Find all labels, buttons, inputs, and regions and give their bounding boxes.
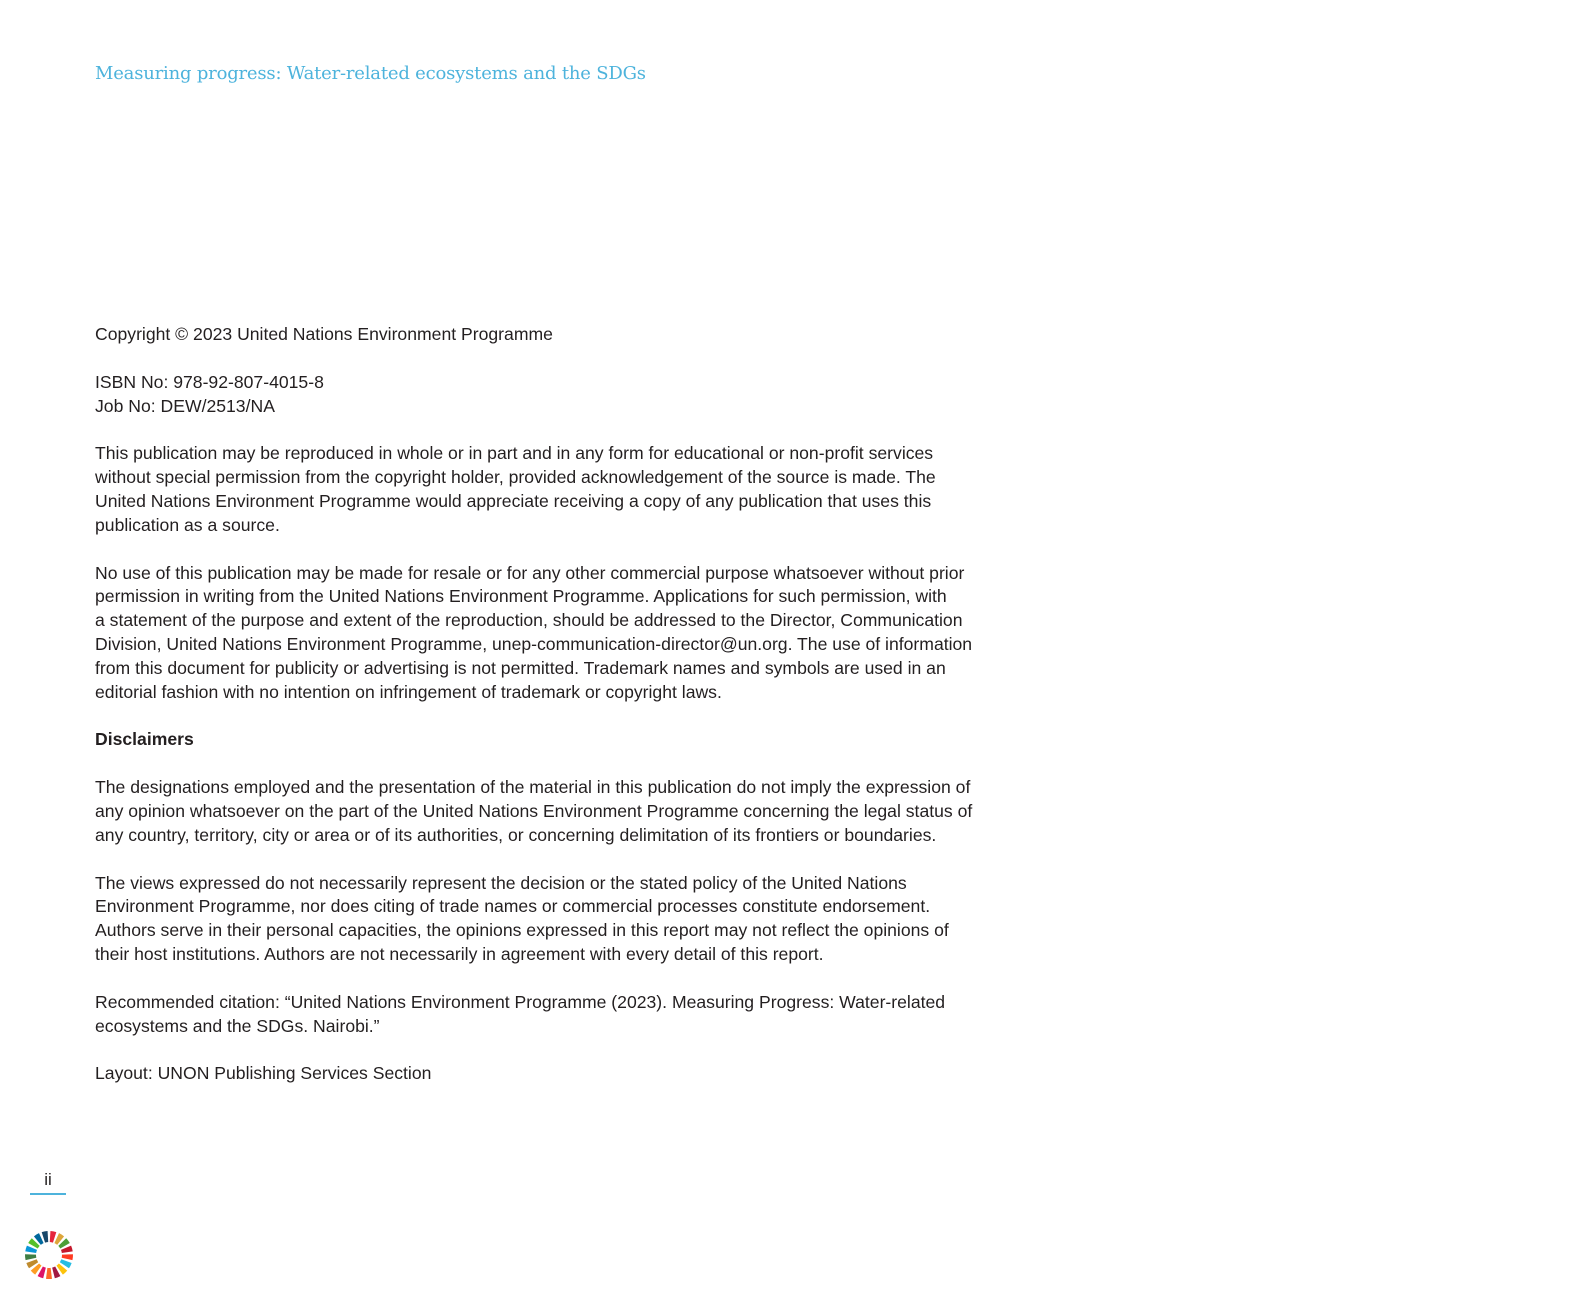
- paragraph-line: No use of this publication may be made for resale or for any other commercial purpose whatsoever without prior: [95, 562, 965, 583]
- sdg-wheel-segment: [25, 1254, 36, 1260]
- disclaimers-section: [95, 728, 995, 752]
- layout-credit: [95, 1062, 995, 1086]
- paragraph-line: their host institutions. Authors are not necessarily in agreement with every detail of this report.: [95, 943, 824, 964]
- paragraph-line: a statement of the purpose and extent of the reproduction, should be addressed to the Director, Communication: [95, 610, 963, 631]
- designations-paragraph: [95, 776, 995, 847]
- copyright-statement: [95, 323, 995, 347]
- disclaimers-heading: Disclaimers: [95, 729, 194, 750]
- commercial-use-paragraph: [95, 562, 995, 705]
- reproduction-paragraph: [95, 442, 995, 537]
- job-number: Job No: DEW/2513/NA: [95, 395, 275, 416]
- running-header-title: Measuring progress: Water-related ecosystems and the SDGs: [95, 63, 646, 84]
- paragraph-line: Recommended citation: “United Nations Environment Programme (2023). Measuring Progress: Water-related: [95, 991, 946, 1012]
- paragraph-line: without special permission from the copyright holder, provided acknowledgement of the source is made. The: [95, 467, 936, 488]
- paragraph-line: permission in writing from the United Nations Environment Programme. Applications for such permission, with: [95, 586, 947, 607]
- paragraph-line: Division, United Nations Environment Programme, unep-communication-director@un.org. The use of information: [95, 633, 973, 654]
- paragraph-line: editorial fashion with no intention on infringement of trademark or copyright laws.: [95, 681, 722, 702]
- sdg-wheel-segment: [62, 1254, 73, 1260]
- paragraph-line: ecosystems and the SDGs. Nairobi.”: [95, 1015, 380, 1036]
- publication-identifiers: [95, 371, 995, 419]
- layout-credit-line: Layout: UNON Publishing Services Section: [95, 1063, 432, 1084]
- copyright-line: Copyright © 2023 United Nations Environment Programme: [95, 324, 553, 344]
- views-paragraph: [95, 872, 995, 967]
- paragraph-line: Environment Programme, nor does citing of trade names or commercial processes constitute endorsement.: [95, 896, 931, 917]
- sdg-wheel-segment: [50, 1231, 57, 1243]
- page-number: ii: [30, 1170, 66, 1195]
- paragraph-line: This publication may be reproduced in whole or in part and in any form for educational or non-profit services: [95, 443, 934, 464]
- paragraph-line: any country, territory, city or area or of its authorities, or concerning delimitation of its frontiers or boundaries.: [95, 824, 937, 845]
- sdg-color-wheel-icon: [24, 1230, 74, 1280]
- paragraph-line: Authors serve in their personal capacities, the opinions expressed in this report may not reflect the opinions of: [95, 920, 949, 941]
- sdg-wheel-segment: [42, 1231, 49, 1243]
- paragraph-line: The designations employed and the presentation of the material in this publication do not imply the expression of: [95, 777, 971, 798]
- paragraph-line: from this document for publicity or advertising is not permitted. Trademark names and symbols are used in an: [95, 657, 946, 678]
- citation-paragraph: [95, 991, 995, 1039]
- paragraph-line: any opinion whatsoever on the part of the United Nations Environment Programme concerning the legal status of: [95, 800, 973, 821]
- paragraph-line: publication as a source.: [95, 514, 280, 535]
- paragraph-line: United Nations Environment Programme would appreciate receiving a copy of any publication that uses this: [95, 490, 932, 511]
- sdg-wheel-segment: [46, 1268, 52, 1279]
- imprint-content: [95, 323, 995, 1110]
- isbn-number: ISBN No: 978-92-807-4015-8: [95, 371, 324, 392]
- paragraph-line: The views expressed do not necessarily represent the decision or the stated policy of the United Nations: [95, 872, 907, 893]
